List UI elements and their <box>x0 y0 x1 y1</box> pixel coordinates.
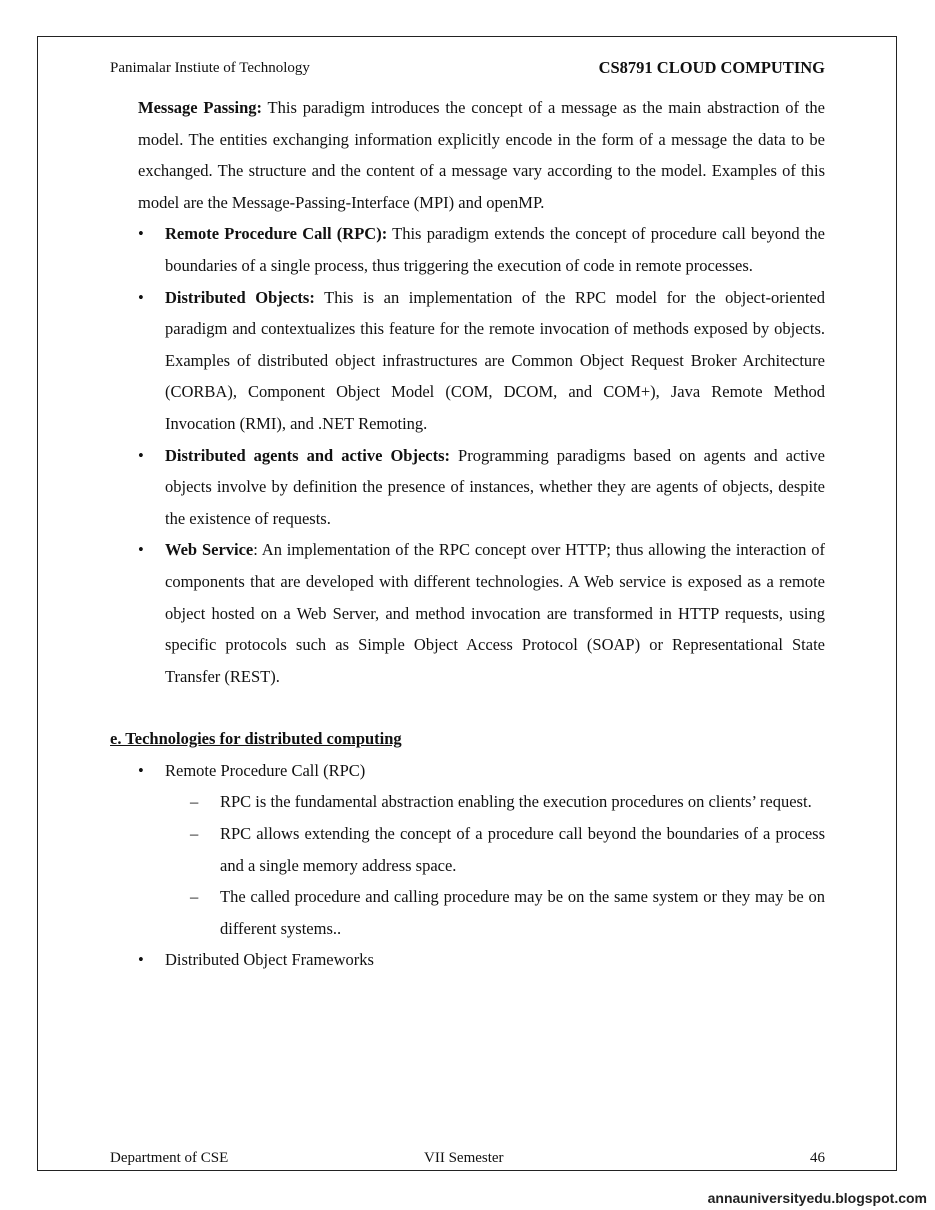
paradigm-text: Programming paradigms based on agents and active objects involve by definition the presence of instances, whether they are agents of objects, despite the existence of requests. <box>165 445 826 528</box>
header-course-title: CS8791 CLOUD COMPUTING <box>598 58 825 77</box>
paradigm-term: Remote Procedure Call (RPC): <box>165 224 388 244</box>
paradigm-item-web-service <box>110 534 825 692</box>
paradigm-term: Distributed Objects: <box>165 287 315 307</box>
paradigm-text: This is an implementation of the RPC model for the object-oriented paradigm and contextualizes this feature for the remote invocation of methods exposed by objects. Examples of distributed object infrastructures are Common Object Request Broker Architecture (CORBA), Component Object Model (COM, DCOM, and COM+), Java Remote Method Invocation (RMI), and .NET Remoting. <box>165 287 826 433</box>
dash-icon: – <box>190 887 199 907</box>
rpc-sub-item <box>110 881 825 944</box>
paradigm-term: Web Service <box>165 540 254 560</box>
header-institute: Panimalar Instiute of Technology <box>110 60 310 76</box>
paradigm-text: : An implementation of the RPC concept over HTTP; thus allowing the interaction of components that are developed with different technologies. A Web service is exposed as a remote object hosted on a Web Server, and method invocation are transformed in HTTP requests, using specific protocols such as Simple Object Access Protocol (SOAP) or Representational State Transfer (REST). <box>165 540 825 686</box>
bullet-icon: • <box>138 224 144 244</box>
footer-page-number: 46 <box>810 1150 825 1166</box>
section-heading: e. Technologies for distributed computing <box>110 729 402 749</box>
bullet-icon: • <box>138 445 144 465</box>
message-passing-paragraph <box>110 92 825 218</box>
sub-item-text: RPC is the fundamental abstraction enabling the execution procedures on clients’ request. <box>220 792 812 812</box>
footer-semester: VII Semester <box>424 1150 504 1166</box>
paradigm-item-rpc <box>110 218 825 281</box>
technology-label: Distributed Object Frameworks <box>165 950 374 970</box>
technology-item-rpc <box>110 755 825 787</box>
bullet-icon: • <box>138 287 144 307</box>
message-passing-term: Message Passing: <box>138 98 263 117</box>
bullet-icon: • <box>138 760 144 780</box>
footer-department: Department of CSE <box>110 1150 229 1166</box>
page-content <box>110 92 825 976</box>
paradigm-text: This paradigm extends the concept of procedure call beyond the boundaries of a single process, thus triggering the execution of code in remote processes. <box>165 224 825 275</box>
paradigm-item-distributed-objects <box>110 282 825 440</box>
paradigm-term: Distributed agents and active Objects: <box>165 445 451 465</box>
rpc-sub-item <box>110 818 825 881</box>
bullet-icon: • <box>138 950 144 970</box>
sub-item-text: RPC allows extending the concept of a procedure call beyond the boundaries of a process and a single memory address space. <box>220 824 825 875</box>
technology-label: Remote Procedure Call (RPC) <box>165 760 366 780</box>
dash-icon: – <box>190 792 199 812</box>
message-passing-text: This paradigm introduces the concept of a message as the main abstraction of the model. The entities exchanging information explicitly encode in the form of a message the data to be exchanged. The structure and the content of a message vary according to the model. Examples of this model are the Message-Passing-Interface (MPI) and openMP. <box>138 98 825 212</box>
sub-item-text: The called procedure and calling procedure may be on the same system or they may be on different systems.. <box>220 887 825 938</box>
dash-icon: – <box>190 824 199 844</box>
paradigm-item-agents <box>110 440 825 535</box>
watermark-link[interactable]: annauniversityedu.blogspot.com <box>707 1190 927 1206</box>
rpc-sub-item <box>110 786 825 818</box>
technology-item-object-frameworks <box>110 944 825 976</box>
bullet-icon: • <box>138 540 144 560</box>
